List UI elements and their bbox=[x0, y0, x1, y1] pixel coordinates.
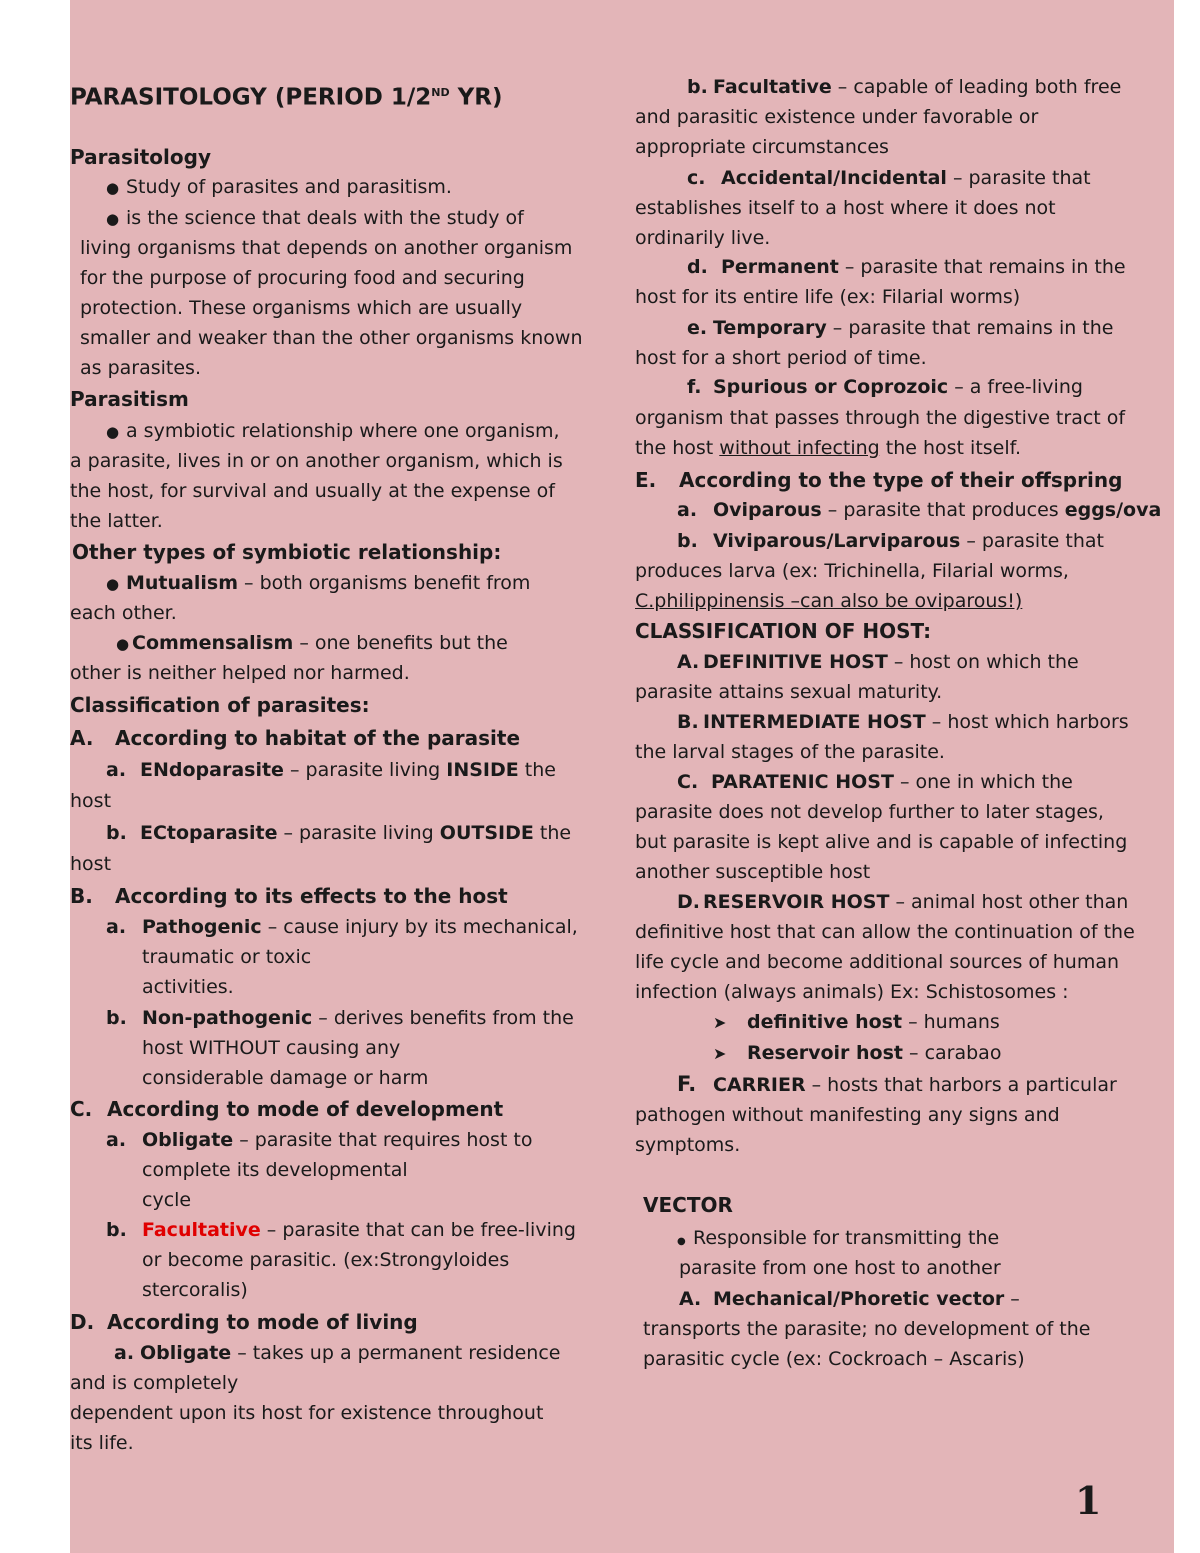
item-temporary: e. Temporary – parasite that remains in the bbox=[687, 317, 1114, 339]
text-line: parasite does not develop further to later stages, bbox=[635, 801, 1104, 823]
page-number: 1 bbox=[1075, 1478, 1102, 1523]
list-item: ● a symbiotic relationship where one organism, bbox=[106, 416, 560, 446]
text-line: transports the parasite; no development of the bbox=[643, 1318, 1091, 1340]
text-line: establishes itself to a host where it does not bbox=[635, 197, 1056, 219]
item-carrier: F. CARRIER – hosts that harbors a particular bbox=[677, 1072, 1117, 1096]
text-line: stercoralis) bbox=[142, 1279, 248, 1301]
text-line: living organisms that depends on another organism bbox=[80, 237, 573, 259]
list-item-mutualism: ● Mutualism – both organisms benefit from bbox=[106, 568, 530, 598]
text-line: for the purpose of procuring food and securing bbox=[80, 267, 525, 289]
item-obligate-development: a. Obligate – parasite that requires host to bbox=[106, 1129, 533, 1151]
text-line: a parasite, lives in or on another organism, which is bbox=[70, 450, 563, 472]
text-line: the host without infecting the host itself. bbox=[635, 437, 1021, 459]
bullet-icon: ● bbox=[106, 210, 120, 228]
text-line: considerable damage or harm bbox=[142, 1067, 429, 1089]
text-line: pathogen without manifesting any signs and bbox=[635, 1104, 1060, 1126]
heading-parasitism: Parasitism bbox=[70, 387, 189, 411]
heading-vector: VECTOR bbox=[643, 1193, 733, 1217]
text-line: parasite attains sexual maturity. bbox=[635, 681, 943, 703]
arrow-bullet-icon: ➤ bbox=[713, 1013, 727, 1032]
text-line: life cycle and become additional sources of human bbox=[635, 951, 1120, 973]
text-line: definitive host that can allow the continuation of the bbox=[635, 921, 1135, 943]
text-line: and is completely bbox=[70, 1372, 239, 1394]
item-non-pathogenic: b. Non-pathogenic – derives benefits from the bbox=[106, 1007, 574, 1029]
text-line: symptoms. bbox=[635, 1134, 741, 1156]
list-item-commensalism: ● Commensalism – one benefits but the bbox=[116, 628, 508, 658]
document-title: PARASITOLOGY (PERIOD 1/2ND YR) bbox=[70, 84, 503, 111]
text-line: smaller and weaker than the other organisms known bbox=[80, 327, 583, 349]
heading-classification-host: CLASSIFICATION OF HOST: bbox=[635, 619, 932, 643]
bullet-icon: ● bbox=[116, 635, 130, 653]
text-line: appropriate circumstances bbox=[635, 136, 889, 158]
item-permanent: d. Permanent – parasite that remains in the bbox=[687, 256, 1126, 278]
text-line: its life. bbox=[70, 1432, 134, 1454]
text-line: as parasites. bbox=[80, 357, 201, 379]
text-line: traumatic or toxic bbox=[142, 946, 312, 968]
text-line: parasite from one host to another bbox=[679, 1257, 1001, 1279]
text-line: or become parasitic. (ex:Strongyloides bbox=[142, 1249, 510, 1271]
list-item: ● Study of parasites and parasitism. bbox=[106, 172, 452, 202]
text-line: protection. These organisms which are usually bbox=[80, 297, 523, 319]
text-line: C.philippinensis –can also be oviparous!) bbox=[635, 590, 1023, 612]
text-line: the larval stages of the parasite. bbox=[635, 741, 945, 763]
item-spurious: f. Spurious or Coprozoic – a free-living bbox=[687, 376, 1083, 398]
item-intermediate-host: B. INTERMEDIATE HOST – host which harbors bbox=[677, 711, 1129, 733]
list-item: ● Responsible for transmitting the bbox=[677, 1223, 999, 1253]
text-line: another susceptible host bbox=[635, 861, 871, 883]
text-line: each other. bbox=[70, 602, 177, 624]
item-endoparasite: a. ENdoparasite – parasite living INSIDE the bbox=[106, 759, 556, 781]
item-definitive-host: A. DEFINITIVE HOST – host on which the bbox=[677, 651, 1079, 673]
text-line: organism that passes through the digestive tract of bbox=[635, 407, 1126, 429]
section-A-heading: A. According to habitat of the parasite bbox=[70, 726, 521, 750]
sub-item-reservoir: ➤ Reservoir host – carabao bbox=[713, 1038, 1001, 1068]
text-line: host bbox=[70, 853, 112, 875]
heading-other-symbiosis: Other types of symbiotic relationship: bbox=[72, 540, 502, 564]
section-D-heading: D. According to mode of living bbox=[70, 1310, 418, 1334]
item-ectoparasite: b. ECtoparasite – parasite living OUTSIDE the bbox=[106, 822, 572, 844]
text-line: ordinarily live. bbox=[635, 227, 771, 249]
item-mechanical-vector: A. Mechanical/Phoretic vector – bbox=[679, 1288, 1020, 1310]
text-line: activities. bbox=[142, 976, 234, 998]
text-line: the latter. bbox=[70, 510, 163, 532]
item-reservoir-host: D. RESERVOIR HOST – animal host other than bbox=[677, 891, 1129, 913]
item-pathogenic: a. Pathogenic – cause injury by its mechanical, bbox=[106, 916, 578, 938]
item-viviparous: b. Viviparous/Larviparous – parasite that bbox=[677, 530, 1104, 552]
bullet-icon: ● bbox=[106, 423, 120, 441]
text-line: the host, for survival and usually at the expense of bbox=[70, 480, 555, 502]
section-B-heading: B. According to its effects to the host bbox=[70, 884, 508, 908]
list-item: ● is the science that deals with the study of bbox=[106, 203, 524, 233]
bullet-icon: ● bbox=[677, 1236, 686, 1247]
item-facultative-living: b. Facultative – capable of leading both free bbox=[687, 76, 1122, 98]
text-line: but parasite is kept alive and is capable of infecting bbox=[635, 831, 1128, 853]
heading-classification-parasites: Classification of parasites: bbox=[70, 693, 370, 717]
text-line: dependent upon its host for existence throughout bbox=[70, 1402, 544, 1424]
heading-parasitology: Parasitology bbox=[70, 145, 211, 169]
item-paratenic-host: C. PARATENIC HOST – one in which the bbox=[677, 771, 1073, 793]
text-line: produces larva (ex: Trichinella, Filarial worms, bbox=[635, 560, 1069, 582]
item-facultative-development: b. Facultative – parasite that can be free-living bbox=[106, 1219, 576, 1241]
text-line: other is neither helped nor harmed. bbox=[70, 662, 410, 684]
document-page bbox=[70, 0, 1174, 1553]
text-line: host bbox=[70, 790, 112, 812]
text-line: cycle bbox=[142, 1189, 192, 1211]
text-line: parasitic cycle (ex: Cockroach – Ascaris) bbox=[643, 1348, 1025, 1370]
bullet-icon: ● bbox=[106, 179, 120, 197]
text-line: and parasitic existence under favorable or bbox=[635, 106, 1039, 128]
item-accidental: c. Accidental/Incidental – parasite that bbox=[687, 167, 1091, 189]
text-line: infection (always animals) Ex: Schistosomes : bbox=[635, 981, 1069, 1003]
bullet-icon: ● bbox=[106, 575, 120, 593]
text-line: host WITHOUT causing any bbox=[142, 1037, 401, 1059]
text-line: host for its entire life (ex: Filarial worms) bbox=[635, 286, 1021, 308]
item-obligate-living: a. Obligate – takes up a permanent residence bbox=[114, 1342, 561, 1364]
text-line: complete its developmental bbox=[142, 1159, 408, 1181]
sub-item-definitive: ➤ definitive host – humans bbox=[713, 1007, 1000, 1037]
section-C-heading: C. According to mode of development bbox=[70, 1097, 504, 1121]
item-oviparous: a. Oviparous – parasite that produces eggs/ova bbox=[677, 499, 1162, 521]
arrow-bullet-icon: ➤ bbox=[713, 1044, 727, 1063]
text-line: host for a short period of time. bbox=[635, 347, 927, 369]
section-E-heading: E. According to the type of their offspring bbox=[635, 468, 1123, 492]
